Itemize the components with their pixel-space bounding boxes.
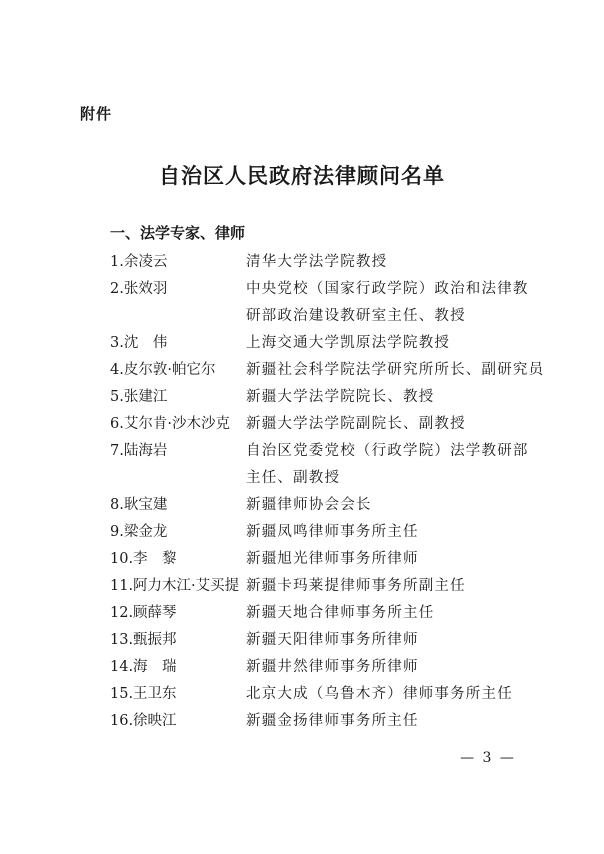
advisor-name: 10.李 黎 — [110, 551, 177, 567]
advisor-name: 2.张效羽 — [110, 281, 168, 297]
advisor-description: 新疆井然律师事务所律师 — [246, 659, 419, 675]
list-item — [110, 249, 550, 276]
page-number: — 3 — — [460, 750, 516, 766]
advisor-name: 6.艾尔肯·沙木沙克 — [110, 416, 230, 432]
advisor-description: 新疆天阳律师事务所律师 — [246, 632, 419, 648]
advisor-name: 13.甄振邦 — [110, 632, 177, 648]
advisor-name: 3.沈 伟 — [110, 335, 168, 351]
advisor-description: 新疆社会科学院法学研究所所长、副研究员 — [246, 362, 545, 378]
list-item — [110, 438, 550, 465]
advisor-description: 北京大成（乌鲁木齐）律师事务所主任 — [246, 686, 513, 702]
advisor-description: 清华大学法学院教授 — [246, 254, 388, 270]
list-item — [110, 573, 550, 600]
list-item — [110, 600, 550, 627]
list-item — [110, 357, 550, 384]
advisor-description: 新疆卡玛莱提律师事务所副主任 — [246, 578, 466, 594]
advisor-name: 1.余凌云 — [110, 254, 168, 270]
list-item — [110, 708, 550, 735]
list-item — [110, 465, 550, 492]
advisor-name: 15.王卫东 — [110, 686, 177, 702]
advisor-description: 中央党校（国家行政学院）政治和法律教 — [246, 281, 529, 297]
list-item — [110, 411, 550, 438]
list-item — [110, 681, 550, 708]
attachment-label: 附件 — [80, 105, 113, 123]
advisor-name: 16.徐映江 — [110, 713, 177, 729]
advisor-description: 新疆律师协会会长 — [246, 497, 372, 513]
advisor-name: 5.张建江 — [110, 389, 168, 405]
advisor-description: 上海交通大学凯原法学院教授 — [246, 335, 451, 351]
advisor-name: 14.海 瑞 — [110, 659, 177, 675]
advisor-description: 研部政治建设教研室主任、教授 — [246, 308, 466, 324]
list-item — [110, 546, 550, 573]
advisor-name: 9.梁金龙 — [110, 524, 168, 540]
document-title: 自治区人民政府法律顾问名单 — [159, 163, 445, 188]
list-item — [110, 384, 550, 411]
list-item — [110, 492, 550, 519]
advisor-list — [110, 249, 550, 735]
list-item — [110, 303, 550, 330]
advisor-description: 新疆天地合律师事务所主任 — [246, 605, 435, 621]
advisor-name: 7.陆海岩 — [110, 443, 168, 459]
advisor-description: 新疆大学法学院副院长、副教授 — [246, 416, 466, 432]
advisor-name: 4.皮尔敦·帕它尔 — [110, 362, 216, 378]
list-item — [110, 519, 550, 546]
advisor-name — [110, 465, 246, 492]
advisor-name: 12.顾薛琴 — [110, 605, 177, 621]
advisor-name: 11.阿力木江·艾买提 — [110, 578, 240, 594]
list-item — [110, 330, 550, 357]
list-item — [110, 654, 550, 681]
advisor-description: 新疆大学法学院院长、教授 — [246, 389, 435, 405]
list-item — [110, 276, 550, 303]
advisor-description: 新疆凤鸣律师事务所主任 — [246, 524, 419, 540]
advisor-description: 新疆金扬律师事务所主任 — [246, 713, 419, 729]
advisor-name — [110, 303, 246, 330]
advisor-description: 主任、副教授 — [246, 470, 341, 486]
advisor-name: 8.耿宝建 — [110, 497, 168, 513]
advisor-description: 新疆旭光律师事务所律师 — [246, 551, 419, 567]
section-heading: 一、法学专家、律师 — [110, 224, 246, 242]
list-item — [110, 627, 550, 654]
advisor-description: 自治区党委党校（行政学院）法学教研部 — [246, 443, 529, 459]
